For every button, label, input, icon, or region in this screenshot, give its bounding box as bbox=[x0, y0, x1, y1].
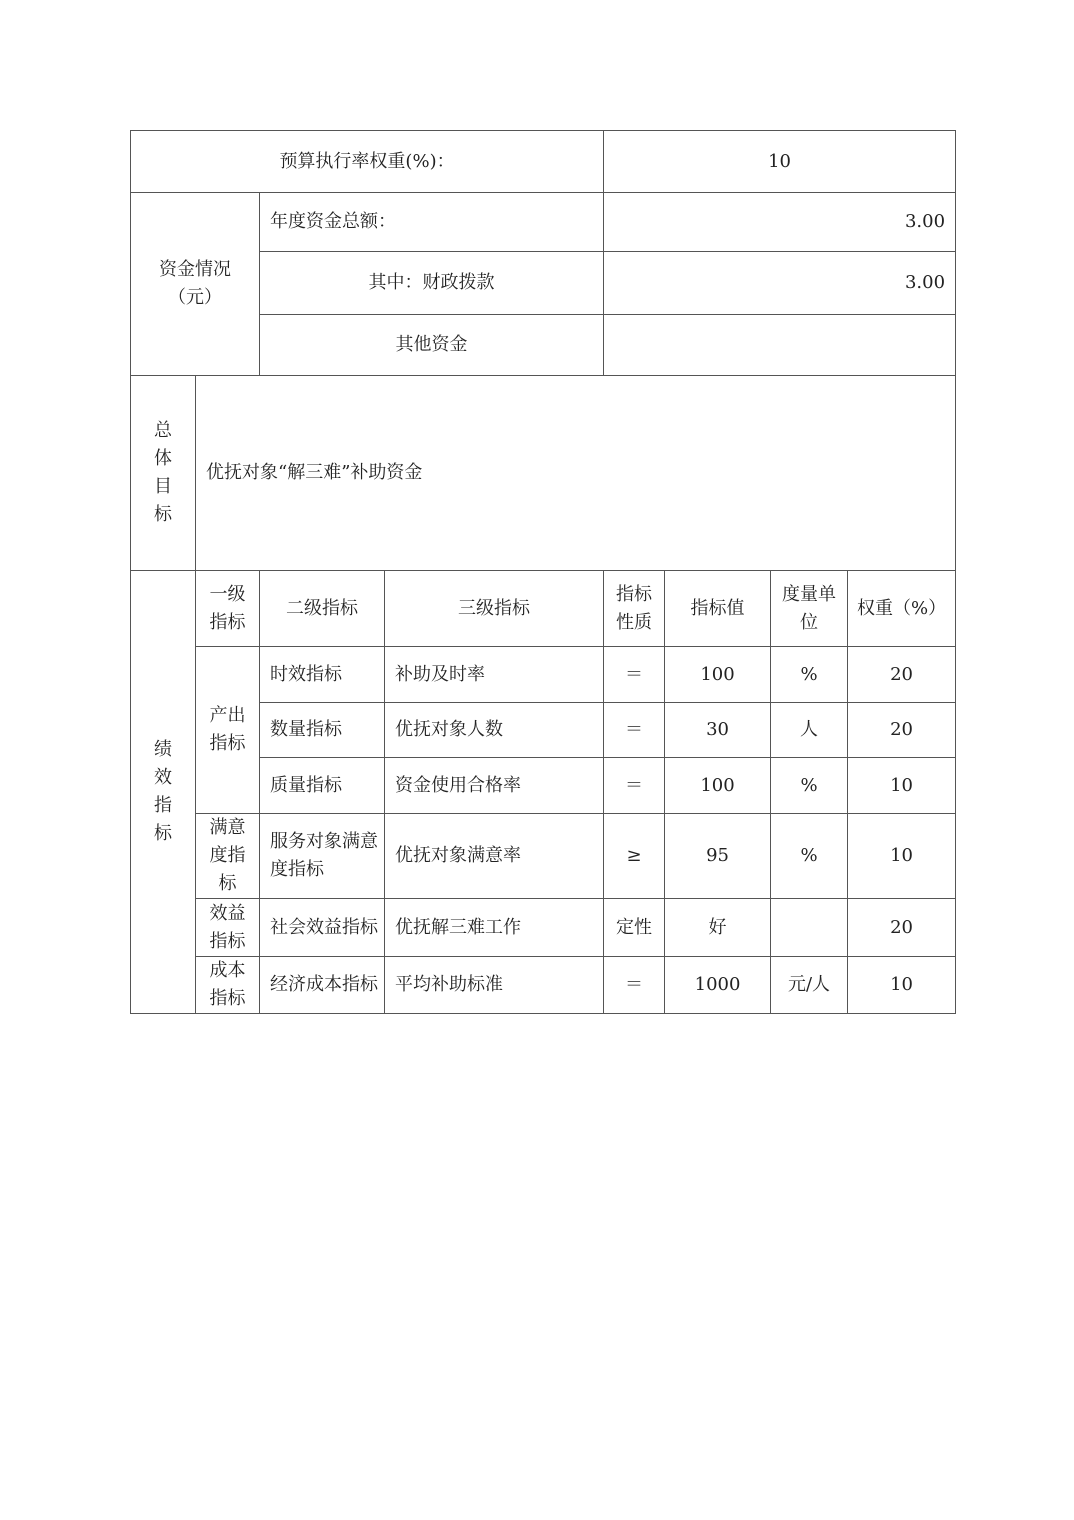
level1-cell: 产出指标 bbox=[196, 647, 260, 814]
header-level2: 二级指标 bbox=[260, 571, 385, 647]
indicators-label-char: 效 bbox=[154, 767, 172, 788]
nature-cell: ＝ bbox=[604, 647, 665, 703]
level1-cell: 效益指标 bbox=[196, 899, 260, 957]
weight-cell: 10 bbox=[848, 758, 956, 814]
indicators-label-char: 绩 bbox=[154, 739, 172, 760]
level2-cell: 社会效益指标 bbox=[260, 899, 385, 957]
nature-cell: ＝ bbox=[604, 957, 665, 1014]
funds-label bbox=[131, 193, 260, 376]
budget-rate-row bbox=[131, 131, 956, 193]
indicators-label-char: 标 bbox=[154, 823, 172, 844]
indicators-label-char: 指 bbox=[154, 795, 172, 816]
funds-other-label: 其他资金 bbox=[260, 315, 604, 376]
budget-rate-label: 预算执行率权重(%)： bbox=[131, 131, 604, 193]
level3-cell: 资金使用合格率 bbox=[385, 758, 604, 814]
weight-cell: 10 bbox=[848, 814, 956, 899]
level2-cell: 质量指标 bbox=[260, 758, 385, 814]
unit-cell bbox=[771, 899, 848, 957]
header-level3: 三级指标 bbox=[385, 571, 604, 647]
nature-cell: ＝ bbox=[604, 703, 665, 758]
value-cell: 100 bbox=[665, 647, 771, 703]
header-nature: 指标性质 bbox=[604, 571, 665, 647]
level3-cell: 平均补助标准 bbox=[385, 957, 604, 1014]
value-cell: 好 bbox=[665, 899, 771, 957]
header-unit: 度量单位 bbox=[771, 571, 848, 647]
funds-fiscal-label: 其中：财政拨款 bbox=[260, 252, 604, 315]
level2-cell: 时效指标 bbox=[260, 647, 385, 703]
unit-cell: % bbox=[771, 814, 848, 899]
header-weight: 权重（%） bbox=[848, 571, 956, 647]
goal-label bbox=[131, 376, 196, 571]
table-row bbox=[131, 899, 956, 957]
level1-cell: 满意度指标 bbox=[196, 814, 260, 899]
goal-text: 优抚对象“解三难”补助资金 bbox=[196, 376, 956, 571]
goal-label-char: 总 bbox=[154, 420, 172, 441]
unit-cell: % bbox=[771, 758, 848, 814]
weight-cell: 20 bbox=[848, 899, 956, 957]
level2-cell: 服务对象满意度指标 bbox=[260, 814, 385, 899]
value-cell: 30 bbox=[665, 703, 771, 758]
goal-label-char: 标 bbox=[154, 504, 172, 525]
unit-cell: % bbox=[771, 647, 848, 703]
funds-other-value bbox=[604, 315, 956, 376]
funds-total-row bbox=[131, 193, 956, 252]
table-row bbox=[131, 814, 956, 899]
level2-cell: 数量指标 bbox=[260, 703, 385, 758]
level3-cell: 优抚解三难工作 bbox=[385, 899, 604, 957]
table-row bbox=[131, 957, 956, 1014]
unit-cell: 人 bbox=[771, 703, 848, 758]
goal-row bbox=[131, 376, 956, 571]
header-level1: 一级指标 bbox=[196, 571, 260, 647]
header-value: 指标值 bbox=[665, 571, 771, 647]
weight-cell: 20 bbox=[848, 703, 956, 758]
value-cell: 1000 bbox=[665, 957, 771, 1014]
funds-label-line2: （元） bbox=[168, 287, 222, 308]
funds-fiscal-value: 3.00 bbox=[604, 252, 956, 315]
value-cell: 100 bbox=[665, 758, 771, 814]
indicators-header-row bbox=[131, 571, 956, 647]
value-cell: 95 bbox=[665, 814, 771, 899]
table-row bbox=[131, 647, 956, 703]
level3-cell: 优抚对象人数 bbox=[385, 703, 604, 758]
performance-table bbox=[130, 130, 956, 1014]
nature-cell: ≥ bbox=[604, 814, 665, 899]
level3-cell: 优抚对象满意率 bbox=[385, 814, 604, 899]
funds-label-line1: 资金情况 bbox=[159, 259, 231, 280]
goal-label-char: 体 bbox=[154, 448, 172, 469]
budget-rate-value: 10 bbox=[604, 131, 956, 193]
funds-total-value: 3.00 bbox=[604, 193, 956, 252]
funds-total-label: 年度资金总额： bbox=[260, 193, 604, 252]
nature-cell: 定性 bbox=[604, 899, 665, 957]
level3-cell: 补助及时率 bbox=[385, 647, 604, 703]
goal-label-char: 目 bbox=[154, 476, 172, 497]
unit-cell: 元/人 bbox=[771, 957, 848, 1014]
weight-cell: 10 bbox=[848, 957, 956, 1014]
nature-cell: ＝ bbox=[604, 758, 665, 814]
indicators-label bbox=[131, 571, 196, 1014]
level2-cell: 经济成本指标 bbox=[260, 957, 385, 1014]
weight-cell: 20 bbox=[848, 647, 956, 703]
level1-cell: 成本指标 bbox=[196, 957, 260, 1014]
